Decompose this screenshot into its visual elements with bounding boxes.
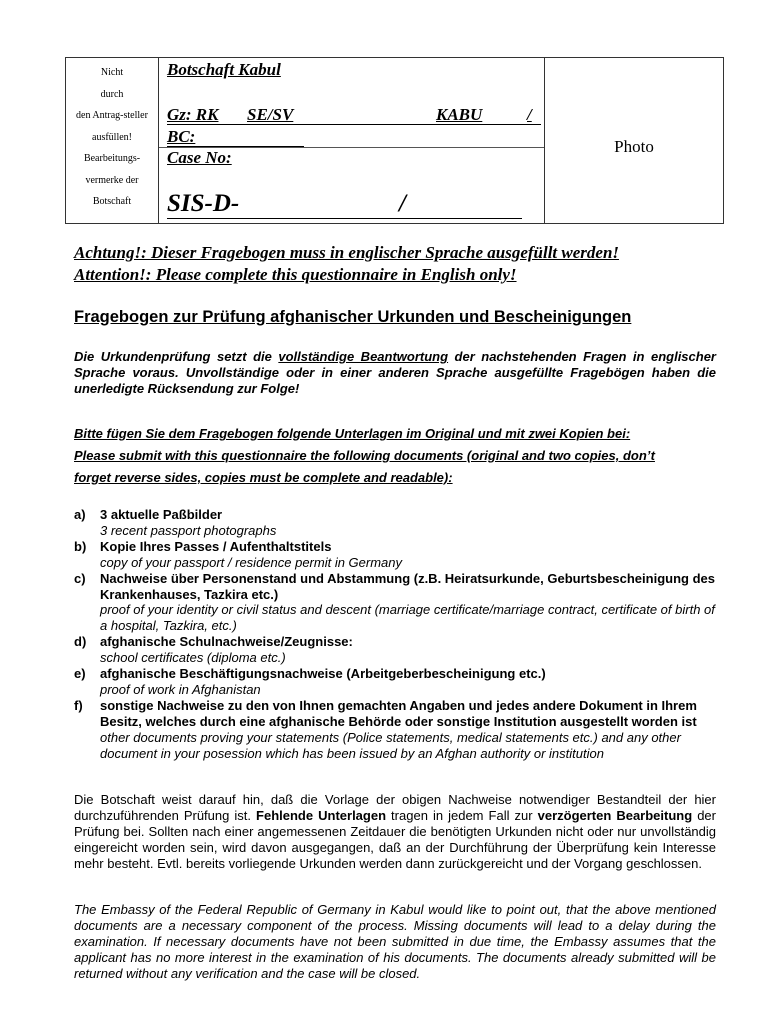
note-line: den Antrag-steller [76,110,148,121]
notice-emphasis: Fehlende Unterlagen [256,808,387,823]
sis-label: SIS-D- [167,190,240,217]
required-documents-list [74,507,716,762]
embassy-name: Botschaft Kabul [167,60,281,79]
item-english: proof of work in Afghanistan [100,681,261,697]
intro-emphasis: vollständige Beantwortung [278,349,449,364]
photo-area [544,58,723,223]
item-english: proof of your identity or civil status and descent (marriage certificate/marriage contract, certificate of birth of a hospital, Tazkira, etc.) [100,602,715,634]
note-line: durch [100,88,124,100]
sis-slash: / [399,190,406,217]
item-german: Kopie Ihres Passes / Aufenthaltstitels [100,538,332,554]
notice-emphasis: verzögerten Bearbeitung [537,808,693,823]
item-german: sonstige Nachweise zu den von Ihnen gemachten Angaben und jedes andere Dokument in Ihrem Besitz, welches durch eine afghanische Behörde oder sonstige Institution ausgestellt worden ist [100,697,697,729]
gz-label: Gz: RK [167,105,219,124]
request-english-1: Please submit with this questionnaire the following documents (original and two copies, don’t [74,448,655,463]
item-english: copy of your passport / residence permit in Germany [100,554,403,570]
notice-part: tragen in jedem Fall zur [386,808,538,823]
bc-label: BC: [167,127,196,146]
office-use-box [65,57,724,224]
note-line: ausfüllen! [92,131,132,143]
item-marker: e) [74,666,86,682]
notice-german [74,792,716,872]
reference-fields [159,58,544,223]
notice-english: The Embassy of the Federal Republic of Germany in Kabul would like to point out, that the above mentioned documents are a necessary component of the process. Missing documents will lead to a delay during the examination. If necessary documents have not been submitted in due time, the Embassy assumes that the applicant has no more interest in the examination of his documents. The documents already submitted will be returned without any verification and the case will be closed. [74,902,716,981]
gz-kabu-label: KABU [436,105,483,124]
note-line: Nicht [100,67,124,78]
item-english: other documents proving your statements (Police statements, medical statements etc.) and any other document in your posession which has been issued by an Afghan authority or institution [100,729,681,761]
list-item [74,539,716,571]
notice-part: der Prüfung bei. Sollten nach einer angemessenen Zeitdauer die benötigten Urkunden nicht oder nur unvollständig eingereicht worden sein, wird davon ausgegangen, daß an der Durchführung der Überprüfung kein Interesse mehr besteht. Evtl. bereits vorliegende Urkunden werden dann zurückgereicht und der Vorgang geschlossen. [74,808,716,871]
item-marker: c) [74,570,86,586]
note-line: Bearbeitungs- [83,153,141,164]
gz-field[interactable] [167,124,541,125]
request-german: Bitte fügen Sie dem Fragebogen folgende Unterlagen im Original und mit zwei Kopien bei: [74,426,631,441]
gz-slash: / [527,105,532,124]
item-marker: b) [74,538,87,554]
case-no-label: Case No: [167,148,232,167]
gz-se-label: SE/SV [247,105,294,124]
intro-part: der nachstehenden Fragen in englischer Sprache voraus. Unvollständige oder in einer anderen Sprache ausgefüllte Fragebögen haben die unerledigte Rücksendung zur Folge! [74,349,716,396]
list-item [74,507,716,539]
item-german: afghanische Schulnachweise/Zeugnisse: [100,634,353,650]
item-english: school certificates (diploma etc.) [100,650,286,666]
item-marker: d) [74,634,87,650]
note-line: vermerke der [85,174,139,186]
sis-field[interactable] [167,218,522,219]
warning-english: Attention!: Please complete this questionnaire in English only! [74,265,517,284]
list-item [74,698,716,762]
warning-german: Achtung!: Dieser Fragebogen muss in englischer Sprache ausgefüllt werden! [74,243,620,262]
list-item [74,571,716,635]
item-marker: f) [74,697,83,713]
page-title: Fragebogen zur Prüfung afghanischer Urkunden und Bescheinigungen [74,308,632,326]
photo-label: Photo [614,137,654,156]
note-line: Botschaft [92,196,132,207]
item-english: 3 recent passport photographs [100,522,277,538]
item-german: Nachweise über Personenstand und Abstammung (z.B. Heiratsurkunde, Geburtsbescheinigung des Krankenhauses, Tazkira etc.) [100,570,715,602]
intro-part: Die Urkundenprüfung setzt die [74,349,279,364]
item-marker: a) [74,507,86,522]
item-german: 3 aktuelle Paßbilder [100,507,223,522]
request-english-2: forget reverse sides, copies must be complete and readable): [74,470,453,485]
list-item [74,666,716,698]
notice-part: Die Botschaft weist darauf hin, daß die Vorlage der obigen Nachweise notwendiger Bestandteil der hier durchzuführenden Prüfung ist. [74,792,716,823]
list-item [74,634,716,666]
item-german: afghanische Beschäftigungsnachweise (Arbeitgeberbescheinigung etc.) [100,666,546,682]
office-use-note [66,58,159,223]
intro-text [74,349,716,397]
